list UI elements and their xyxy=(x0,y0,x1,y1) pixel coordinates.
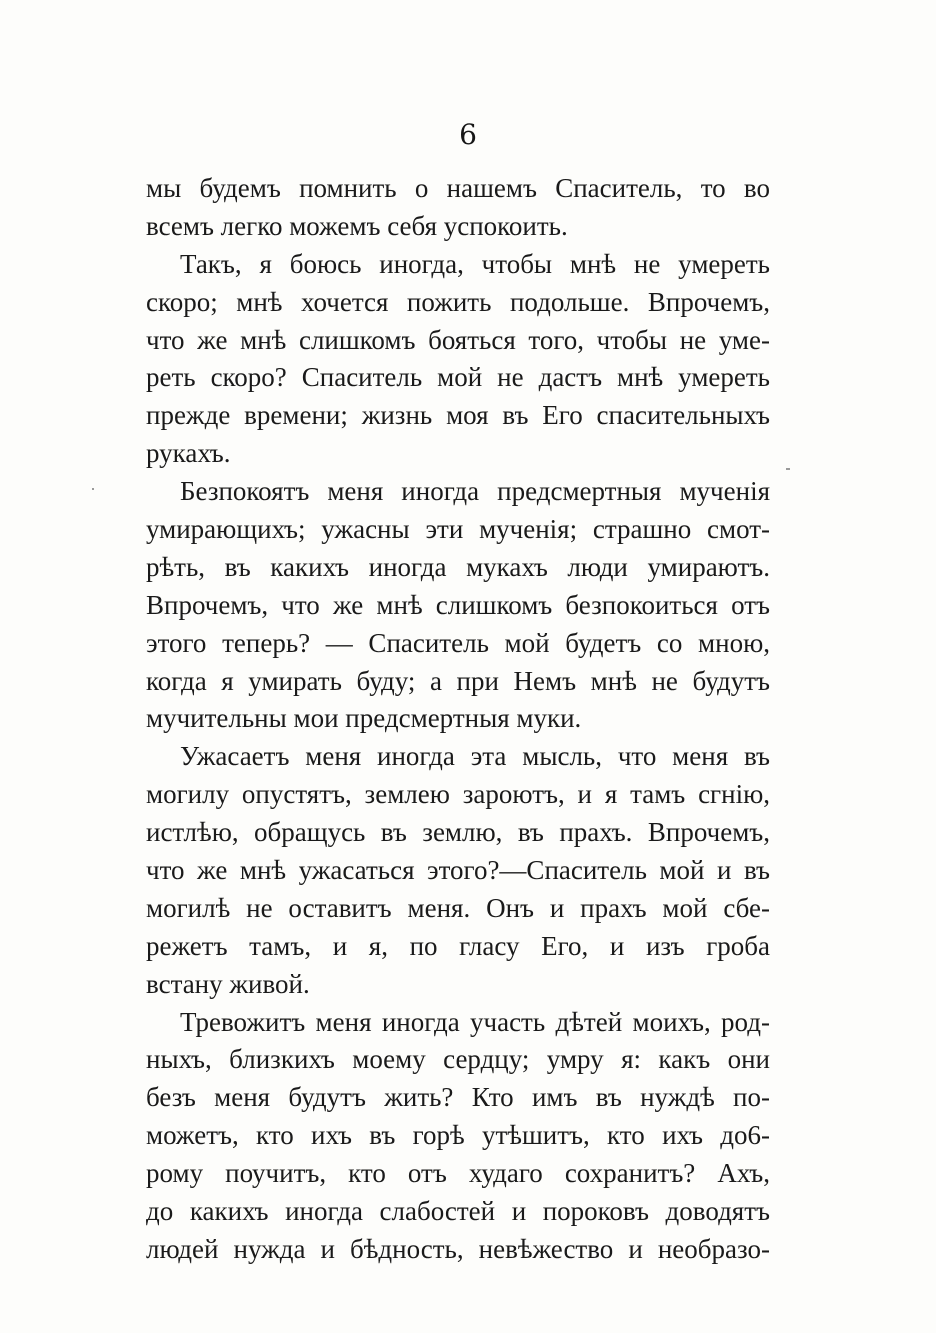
text-line: рѣть, въ какихъ иногда мукахъ люди умираютъ. xyxy=(146,551,770,582)
text-line: реть скоро? Спаситель мой не дастъ мнѣ умереть xyxy=(146,362,770,393)
text-line: ныхъ, близкихъ моему сердцу; умру я: какъ они xyxy=(146,1044,770,1075)
text-line: рукахъ. xyxy=(146,438,231,469)
text-line: могилѣ не оставитъ меня. Онъ и прахъ мой сбе- xyxy=(146,892,770,923)
page-number: 6 xyxy=(459,118,477,151)
paragraph-first-line: Ужасаетъ меня иногда эта мысль, что меня въ xyxy=(180,741,770,772)
text-line: можетъ, кто ихъ въ горѣ утѣшитъ, кто ихъ до6- xyxy=(146,1120,770,1151)
text-line: режетъ тамъ, и я, по гласу Его, и изъ гроба xyxy=(146,930,770,961)
text-line: прежде времени; жизнь моя въ Его спасительныхъ xyxy=(146,400,770,431)
print-speck xyxy=(92,488,94,490)
paragraph-first-line: Тревожитъ меня иногда участь дѣтей моихъ, род- xyxy=(180,1006,770,1037)
text-line: могилу опустятъ, землею зароютъ, и я тамъ сгнію, xyxy=(146,779,770,810)
text-line: людей нужда и бѣдность, невѣжество и необразо- xyxy=(146,1233,770,1264)
text-line: умирающихъ; ужасны эти мученія; страшно смот- xyxy=(146,514,770,545)
text-line: что же мнѣ слишкомъ бояться того, чтобы не уме- xyxy=(146,324,770,355)
body-text xyxy=(146,170,770,1269)
text-line: Впрочемъ, что же мнѣ слишкомъ безпокоиться отъ xyxy=(146,589,770,620)
text-line: когда я умирать буду; а при Немъ мнѣ не будутъ xyxy=(146,665,770,696)
text-line: истлѣю, обращусь въ землю, въ прахъ. Впрочемъ, xyxy=(146,817,770,848)
paragraph-first-line: Такъ, я боюсь иногда, чтобы мнѣ не умереть xyxy=(180,248,770,279)
text-line: всемъ легко можемъ себя успокоить. xyxy=(146,210,568,241)
text-line: этого теперь? — Спаситель мой будетъ со мною, xyxy=(146,627,770,658)
text-line: что же мнѣ ужасаться этого?—Спаситель мой и въ xyxy=(146,855,770,886)
text-line: безъ меня будутъ жить? Кто имъ въ нуждѣ по- xyxy=(146,1082,770,1113)
text-line: встану живой. xyxy=(146,968,310,999)
paragraph-first-line: Безпокоятъ меня иногда предсмертныя мученія xyxy=(180,476,770,507)
print-speck xyxy=(786,468,790,470)
text-line: рому поучитъ, кто отъ худаго сохранитъ? Ахъ, xyxy=(146,1158,770,1189)
text-line: скоро; мнѣ хочется пожить подольше. Впрочемъ, xyxy=(146,286,770,317)
text-line: мы будемъ помнить о нашемъ Спаситель, то во xyxy=(146,173,770,203)
text-line: мучительны мои предсмертныя муки. xyxy=(146,703,582,734)
text-line: до какихъ иногда слабостей и пороковъ доводятъ xyxy=(146,1196,770,1227)
